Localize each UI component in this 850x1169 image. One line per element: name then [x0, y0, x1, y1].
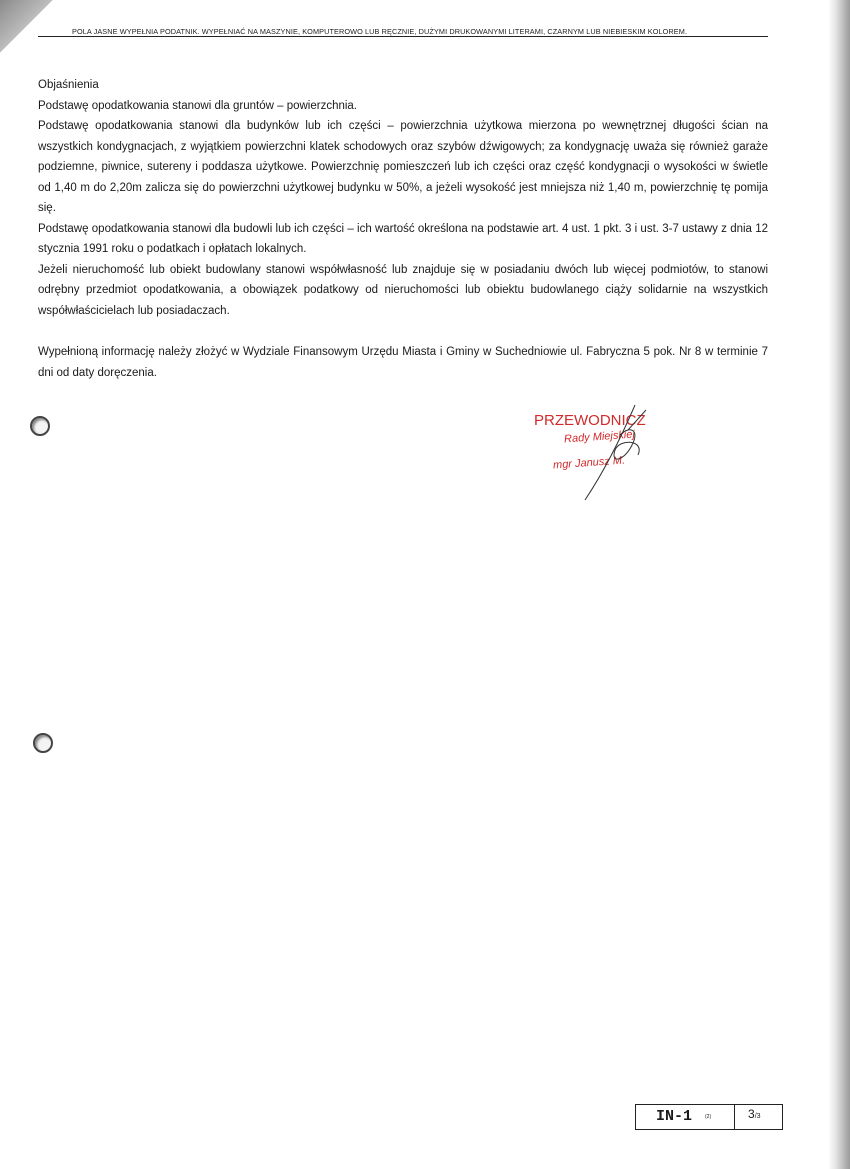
form-version: (2)	[705, 1114, 712, 1120]
coownership-paragraph: Jeżeli nieruchomość lub obiekt budowlany stanowi współwłasność lub znajduje się w posiadaniu dwóch lub więcej podmiotów, to stanowi odrębny przedmiot opodatkowania, a obowiązek podatkowy od nieruchomości lub obiektu budowlanego ciąży solidarnie na wszystkich współwłaścicielach lub posiadaczach.	[38, 263, 768, 317]
structures-paragraph: Podstawę opodatkowania stanowi dla budowli lub ich części – ich wartość określona na podstawie art. 4 ust. 1 pkt. 3 i ust. 3-7 ustawy z dnia 12 stycznia 1991 roku o podatkach i opłatach lokalnych.	[38, 222, 768, 255]
stamp-line-title: PRZEWODNICZ	[534, 412, 646, 429]
header-divider	[38, 36, 768, 37]
stamp-line-council: Rady Miejskiej	[563, 428, 636, 446]
scan-edge-right	[828, 0, 850, 1169]
signature-icon	[520, 400, 680, 510]
land-paragraph: Podstawę opodatkowania stanowi dla gruntów – powierzchnia.	[38, 99, 358, 112]
page-number	[748, 1107, 761, 1121]
page-current: 3	[748, 1107, 755, 1121]
buildings-paragraph: Podstawę opodatkowania stanowi dla budynków lub ich części – powierzchnia użytkowa mierzona po wewnętrznej długości ścian na wszystkich kondygnacjach, z wyjątkiem powierzchni klatek schodowych oraz szybów dźwigowych; za kondygnację uważa się również garaże podziemne, piwnice, sutereny i poddasza użytkowe. Powierzchnię pomieszczeń lub ich części oraz część kondygnacji o wysokości w świetle od 1,40 m do 2,20m zalicza się do powierzchni użytkowej budynku w 50%, a jeżeli wysokość jest mniejsza niż 1,40 m, powierzchnię tę pomija się.	[38, 120, 768, 214]
official-stamp	[520, 400, 680, 510]
header-notice: POLA JASNE WYPEŁNIA PODATNIK. WYPEŁNIAĆ NA MASZYNIE, KOMPUTEROWO LUB RĘCZNIE, DUŻYMI DRUKOWANYMI LITERAMI, CZARNYM LUB NIEBIESKIM KOLOREM.	[72, 27, 688, 36]
punch-hole-icon	[33, 733, 53, 753]
form-box-divider	[734, 1105, 735, 1129]
submission-paragraph: Wypełnioną informację należy złożyć w Wydziale Finansowym Urzędu Miasta i Gminy w Suchedniowie ul. Fabryczna 5 pok. Nr 8 w terminie 7 dni od daty doręczenia.	[38, 346, 768, 379]
explanations-title: Objaśnienia	[38, 79, 99, 91]
form-code: IN-1	[656, 1108, 693, 1125]
form-id-box	[635, 1104, 783, 1130]
stamp-line-name: mgr Janusz M.	[552, 454, 626, 472]
scan-edge-left	[0, 0, 70, 60]
page-total: /3	[754, 1113, 761, 1120]
punch-hole-icon	[30, 416, 50, 436]
explanations-section	[38, 75, 768, 383]
